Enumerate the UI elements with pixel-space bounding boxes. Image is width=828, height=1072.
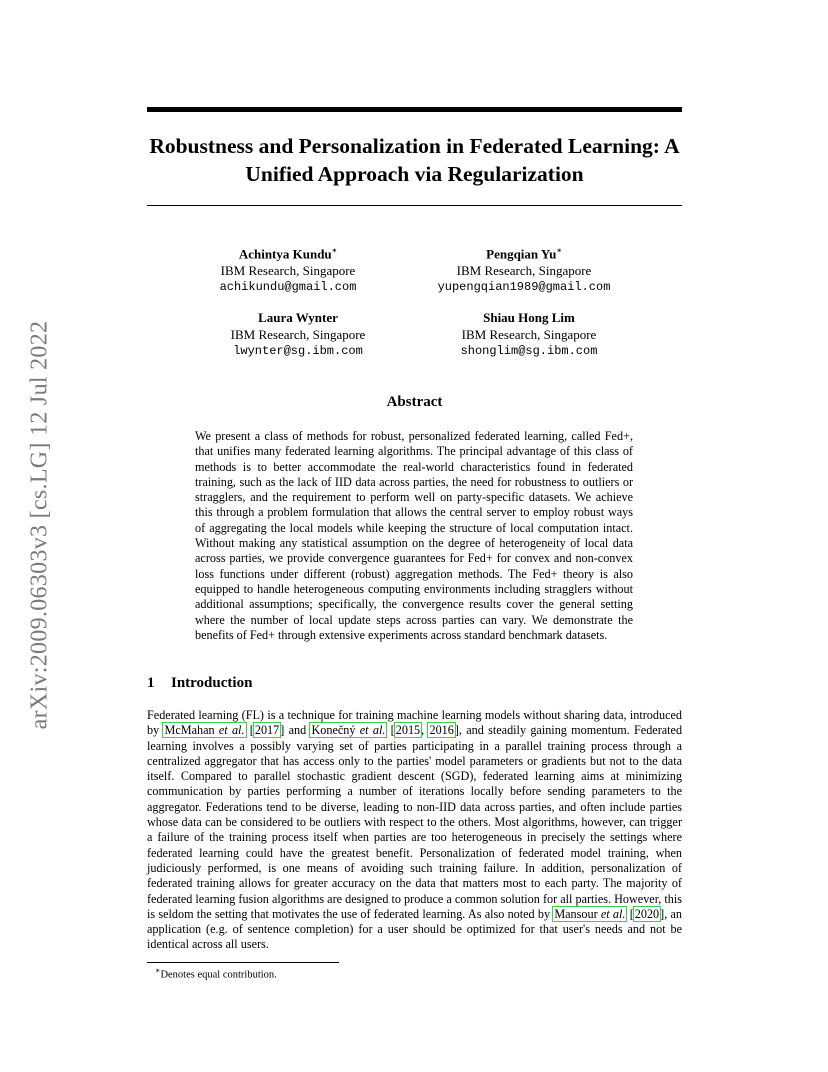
author-block [178,310,418,360]
section-heading [147,675,252,692]
author-email: yupengqian1989@gmail.com [437,280,611,295]
author-block [404,243,644,296]
author-block [409,310,649,360]
arxiv-identifier [20,295,60,755]
author-affiliation: IBM Research, Singapore [230,326,366,342]
citation-year-link[interactable]: 2017 [254,723,280,738]
citation-link[interactable]: Konečný et al. [311,723,386,738]
footnote: ∗Denotes equal contribution. [155,966,277,981]
citation-link[interactable]: McMahan et al. [164,723,245,738]
author-affiliation: IBM Research, Singapore [220,262,356,278]
author-name: Laura Wynter [258,310,338,325]
citation-year-link[interactable]: 2016 [429,723,454,738]
author-email: shonglim@sg.ibm.com [460,344,598,358]
section-title: Introduction [171,675,253,691]
citation-link[interactable]: Mansour et al. [554,906,626,921]
citation-year-link[interactable]: 2015 [395,723,421,738]
abstract-text: We present a class of methods for robust, personalized federated learning, called Fed+, that unifies many federated learning algorithms. The principal advantage of this class of methods is to better accommodate the real-world characteristics found in federated training, such as the lack of IID data across parties, the need for robustness to outliers or stragglers, and the requirement to perform well on party-specific datasets. We achieve this through a problem formulation that allows the central server to employ robust ways of aggregating the local models while keeping the structure of local computation intact. Without making any statistical assumption on the degree of heterogeneity of local data across parties, we provide convergence guarantees for Fed+ for convex and non-convex loss functions under different (robust) aggregation methods. The Fed+ theory is also equipped to handle heterogeneous computing environments including stragglers without additional assumptions; specifically, the convergence results cover the general setting where the number of local update steps across parties can vary. We demonstrate the benefits of Fed+ through extensive experiments across standard benchmark datasets. [195,429,633,642]
author-affiliation: IBM Research, Singapore [456,262,592,278]
author-email: achikundu@gmail.com [219,280,357,295]
citation-year-link[interactable]: 2020 [634,906,660,921]
author-name: Shiau Hong Lim [483,310,575,325]
author-block [168,243,408,296]
footnote-rule [147,962,339,963]
author-name: Pengqian Yu∗ [486,246,562,262]
author-affiliation: IBM Research, Singapore [461,326,597,342]
paper-title: Robustness and Personalization in Federated Learning: A Unified Approach via Regularization [149,134,680,186]
title-top-rule [147,107,682,112]
section-number: 1 [147,675,155,691]
author-email: lwynter@sg.ibm.com [233,344,363,358]
author-name: Achintya Kundu∗ [238,246,338,262]
arxiv-id-text: arXiv:2009.06303v3 [cs.LG] 12 Jul 2022 [26,320,53,730]
title-bottom-rule [147,205,682,206]
intro-paragraph: Federated learning (FL) is a technique for training machine learning models without sharing data, introduced by McMahan et al. [2017] and Konečný et al. [2015, 2016], and steadily gaining momentum. Federated learning involves a possibly varying set of parties participating in a parallel training process through a centralized aggregator that has access only to the parties' model parameters or gradients but not to the data itself. Compared to parallel stochastic gradient descent (SGD), federated learning aims at minimizing communication by parties performing a number of iterations locally before sending parameters to the aggregator. Federations tend to be diverse, leading to non-IID data across parties, and often include parties whose data can be considered to be outliers with respect to the others. Most algorithms, however, can trigger a failure of the training process itself when parties are too heterogeneous in precisely the settings where federated learning could have the greatest benefit. Personalization of federated model training, when judiciously performed, is one means of avoiding such training failure. In addition, personalization of federated training allows for greater accuracy on the data that matters most to each party. The majority of federated learning fusion algorithms are designed to produce a common solution for all parties. However, this is seldom the setting that motivates the use of federated learning. As also noted by Mansour et al. [2020], an application (e.g. of sentence completion) for a user should be optimized for that user's needs and not be identical across all users. [147,708,683,952]
abstract-heading: Abstract [386,394,443,410]
